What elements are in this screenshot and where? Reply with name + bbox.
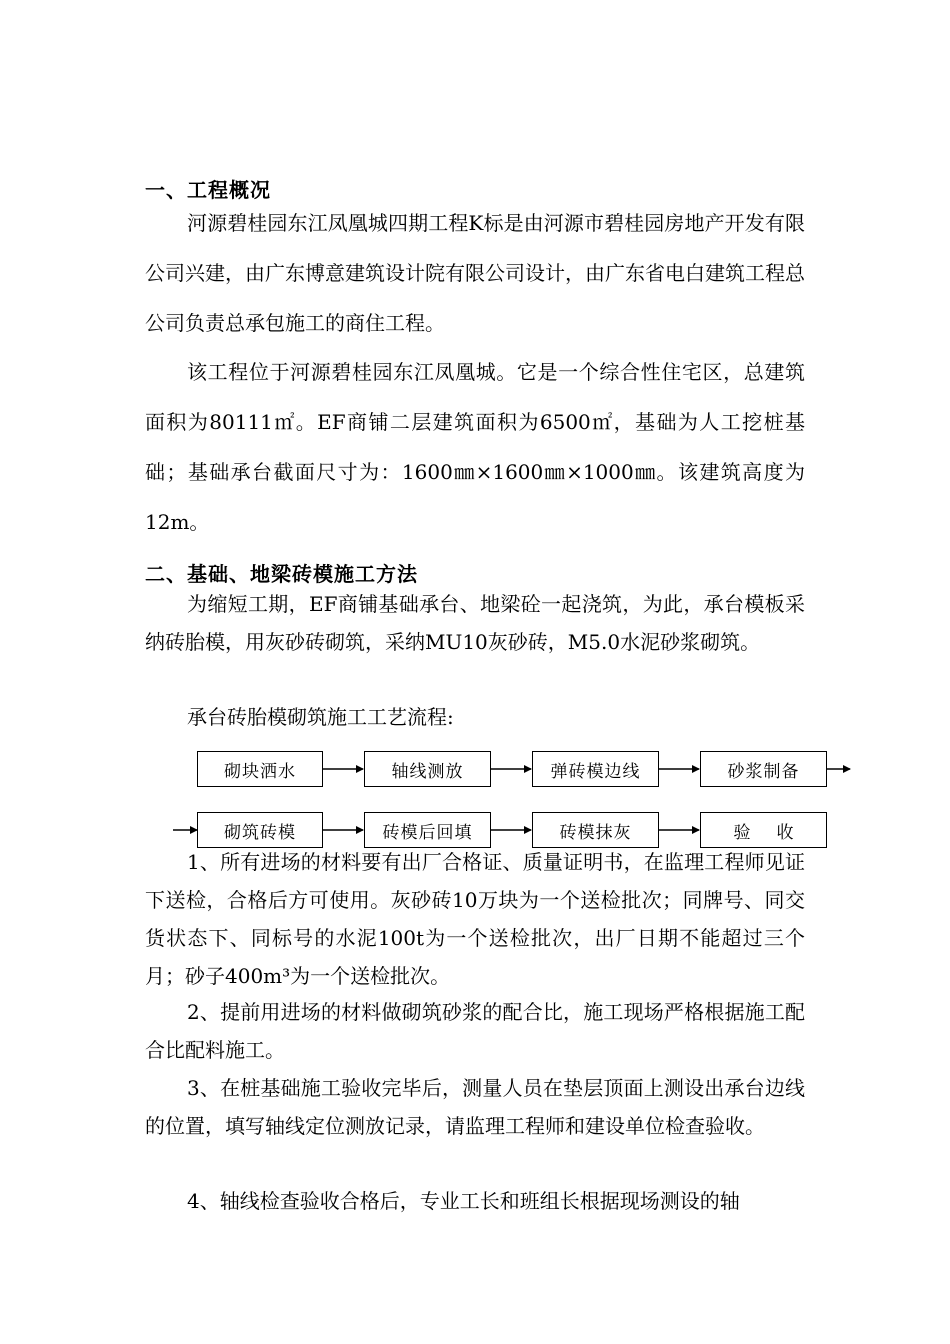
flow-step-plastering: 砖模抹灰 — [532, 812, 659, 848]
method-item-3: 3、在桩基础施工验收完毕后，测量人员在垫层顶面上测设出承台边线的位置，填写轴线定位测放记录，请监理工程师和建设单位检查验收。 — [145, 1076, 805, 1138]
overview-paragraph-2: 该工程位于河源碧桂园东江凤凰城。它是一个综合性住宅区，总建筑面积为80111㎡。EF商铺二层建筑面积为6500㎡，基础为人工挖桩基础；基础承台截面尺寸为：1600㎜×1600㎜×1000㎜。该建筑高度为12m。 — [145, 360, 805, 534]
overview-paragraph-1: 河源碧桂园东江凤凰城四期工程K标是由河源市碧桂园房地产开发有限公司兴建，由广东博意建筑设计院有限公司设计，由广东省电白建筑工程总公司负责总承包施工的商住工程。 — [145, 211, 805, 335]
method-item-2: 2、提前用进场的材料做砌筑砂浆的配合比，施工现场严格根据施工配合比配料施工。 — [145, 1000, 805, 1062]
flow-step-acceptance-label: 验收 — [733, 822, 820, 843]
flow-step-water-blocks: 砌块洒水 — [197, 751, 323, 787]
section-heading-overview: 一、工程概况 — [145, 178, 271, 202]
flow-step-snap-edge-lines: 弹砖模边线 — [532, 751, 659, 787]
method-item-1: 1、所有进场的材料要有出厂合格证、质量证明书，在监理工程师见证下送检，合格后方可使用。灰砂砖10万块为一个送检批次；同牌号、同交货状态下、同标号的水泥100t为一个送检批次，出厂日期不能超过三个月；砂子400m³为一个送检批次。 — [145, 850, 805, 988]
flow-step-axis-layout: 轴线测放 — [364, 751, 491, 787]
flow-title: 承台砖胎模砌筑施工工艺流程: — [187, 705, 454, 729]
flow-step-backfill: 砖模后回填 — [364, 812, 491, 848]
flow-step-mortar-prep: 砂浆制备 — [700, 751, 827, 787]
section-heading-method: 二、基础、地梁砖模施工方法 — [145, 562, 418, 586]
method-item-4: 4、轴线检查验收合格后，专业工长和班组长根据现场测设的轴 — [187, 1189, 740, 1213]
method-intro-paragraph: 为缩短工期，EF商铺基础承台、地梁砼一起浇筑，为此，承台模板采纳砖胎模，用灰砂砖砌筑，采纳MU10灰砂砖，M5.0水泥砂浆砌筑。 — [145, 592, 805, 654]
flow-step-build-brick-mould: 砌筑砖模 — [197, 812, 323, 848]
